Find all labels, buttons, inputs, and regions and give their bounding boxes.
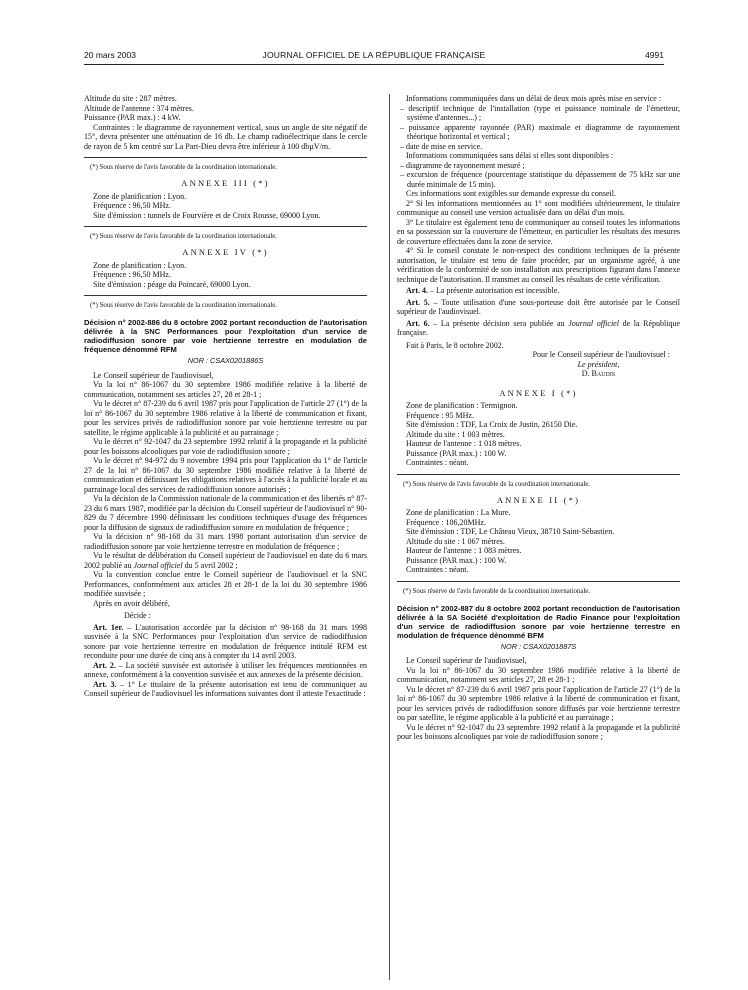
text-line: Puissance (PAR max.) : 100 W. [406,555,507,565]
article-label: Art. 4. [406,286,428,295]
decision-title: Décision n° 2002-886 du 8 octobre 2002 portant reconduction de l'autorisation délivrée à la SNC Performances pour l'exploitation d'un service de radiodiffusion sonore par voie hertzienne terrestre en modulation de fréquence dénommé RFM [84,318,367,354]
paragraph [84,551,367,570]
text-run: – Toute utilisation d'une sous-porteuse doit être autorisée par le Conseil supérieur de l'audiovisuel. [397,297,681,316]
text-line: Zone de planification : Lyon. [93,260,187,270]
decide-heading: Décide : [124,611,151,620]
article-paragraph [84,623,367,661]
footnote: (*) Sous réserve de l'avis favorable de la coordination internationale. [403,480,590,488]
divider [397,474,680,475]
paragraph: 4° Si le conseil constate le non-respect des conditions techniques de la présente autorisation, le titulaire est tenu de faire procéder, par un organisme agréé, à une vérification de la conformité de son installation aux prescriptions figurant dans l'annexe technique de l'autorisation. Il transmet au conseil les résultats de cette vérification. [397,246,680,284]
paragraph: Vu le décret n° 92-1047 du 23 septembre 1992 relatif à la propagande et la publicité pour les boissons alcooliques par voie de radiodiffusion sonore ; [84,437,367,456]
nor-reference: NOR : CSAX0201886S [187,356,264,365]
text-line: Zone de planification : Lyon. [93,191,187,201]
divider [84,226,367,227]
nor-reference: NOR : CSAX0201887S [500,641,577,651]
text-run: – L'autorisation accordée par la décision n° 98-168 du 31 mars 1998 susvisée à la SNC Performances pour l'exploitation d'un service de radiodiffusion sonore par voie hertzienne terrestre en modulation de fréquence intitulé RFM est reconduite pour une durée de cinq ans à compter du 14 avril 2003. [84,622,368,660]
paragraph: Ces informations sont exigibles sur demande expresse du conseil. [406,189,616,198]
signature-title [397,360,680,370]
text-line: Fréquence : 106,20MHz. [406,517,486,527]
right-column [397,94,680,742]
text-line: Site d'émission : TDF, Le Château Vieux, 38710 Saint-Sébastien. [406,527,615,536]
header-page-number: 4991 [645,50,664,60]
paragraph: Vu le décret n° 87-239 du 6 avril 1987 pris pour l'application de l'article 27 (1°) de la loi n° 86-1067 du 30 septembre 1986 relative à la liberté de communication et fixant, pour les services privés de radiodiffusion sonore par voie hertzienne terrestre ou par satellite, le régime applicable à la publicité et au parrainage ; [84,399,367,437]
contraintes-paragraph: Contraintes : le diagramme de rayonnement vertical, sous un angle de site négatif de 15°, devra présenter une atténuation de 16 db. Le champ radioélectrique dans le cercle de rayon de 5 km centré sur La Part-Dieu devra être inférieur à 100 dbµV/m. [84,122,367,151]
paragraph: Vu le décret n° 94-972 du 9 novembre 1994 pris pour l'application du 1° de l'article 27 de la loi n° 86-1067 du 30 septembre 1986 modifiée relative à la liberté de communication et définissant les obligations relatives à l'accès à la publicité locale et au parrainage local des services de radiodiffusion sonore autorisés ; [84,456,367,494]
text-line: Altitude de l'antenne : 374 mètres. [84,103,194,113]
text-run: – La présente décision sera publiée au [429,318,569,328]
dash-item: – puissance apparente rayonnée (PAR) maximale et diagramme de rayonnement théorique horizontal et vertical ; [400,122,680,141]
article-label: Art. 2. [93,660,116,670]
decision-title: Décision n° 2002-887 du 8 octobre 2002 portant reconduction de l'autorisation délivrée à la SA Société d'exploitation de Radio Finance pour l'exploitation d'un service de radiodiffusion sonore par voie hertzienne terrestre en modulation de fréquence dénommé BFM [397,603,680,640]
text-line: Site d'émission : péage du Poincaré, 69000 Lyon. [93,279,251,289]
paragraph: 2° Si les informations mentionnées au 1° sont modifiées ultérieurement, le titulaire communique au conseil une version actualisée dans un délai d'un mois. [397,198,680,217]
text-run: – 1° Le titulaire de la présente autorisation est tenu de communiquer au Conseil supérieur de l'audiovisuel les informations suivantes dont il atteste l'exactitude : [84,679,367,698]
article-paragraph [397,298,680,317]
footnote: (*) Sous réserve de l'avis favorable de la coordination internationale. [90,302,277,309]
text-line: Fréquence : 96,50 MHz. [93,201,171,210]
paragraph: Vu la décision n° 98-168 du 31 mars 1998 portant autorisation d'un service de radiodiffusion sonore par voie hertzienne terrestre en modulation de fréquence ; [84,532,367,551]
page-header [84,50,664,65]
paragraph: Informations communiquées sans délai si elles sont disponibles : [406,151,614,160]
header-journal-title: JOURNAL OFFICIEL DE LA RÉPUBLIQUE FRANÇAISE [262,50,486,60]
text-line: Fréquence : 95 MHz. [406,410,474,420]
text-run: – La présente autorisation est incessible. [428,286,560,295]
text-run: de la République française. [397,318,680,337]
divider [84,295,367,296]
text-line: Altitude du site : 1 067 mètres. [406,536,505,546]
column-divider [389,94,390,980]
text-line: Puissance (PAR max.) : 100 W. [406,448,507,458]
signatory-name: D. Baudis [581,369,616,378]
text-line: Zone de planification : Termignon. [406,401,518,410]
dash-item: – diagramme de rayonnement mesuré ; [400,160,525,170]
paragraph: Après en avoir délibéré, [93,598,170,608]
annexe-heading: ANNEXE III (*) [181,178,270,188]
article-label: Art. 1er. [93,622,124,632]
annexe-heading: ANNEXE I (*) [499,387,578,398]
header-date: 20 mars 2003 [84,50,136,60]
text-line: Altitude du site : 1 003 mètres. [406,429,505,439]
article-label: Art. 5. [406,297,430,307]
text-line: Zone de planification : La Mure. [406,508,511,517]
fait-line: Fait à Paris, le 8 octobre 2002. [406,340,504,350]
text-line: Contraintes : néant. [406,458,469,467]
footnote: (*) Sous réserve de l'avis favorable de la coordination internationale. [90,233,277,240]
signature-pour: Pour le Conseil supérieur de l'audiovisuel : [532,350,670,359]
journal-officiel-italic: Journal officiel [133,560,183,570]
paragraph: Vu la décision de la Commission nationale de la communication et des libertés n° 87-23 du 6 mars 1987, modifiée par la décision du Conseil supérieur de l'audiovisuel n° 90-829 du 7 décembre 1990 définissant les conditions techniques d'usage des fréquences pour la diffusion de signaux de radiodiffusion sonore en modulation de fréquence ; [84,494,367,532]
dash-item: – excursion de fréquence (pourcentage statistique du dépassement de 75 kHz sur une durée minimale de 15 min). [400,170,680,189]
footnote: (*) Sous réserve de l'avis favorable de la coordination internationale. [90,164,277,171]
text-line: Site d'émission : tunnels de Fourvière et de Croix Rousse, 69000 Lyon. [93,210,321,220]
article-paragraph [397,286,680,296]
divider [84,157,367,158]
text-run: Vu le résultat de délibération du Conseil supérieur de l'audiovisuel en date du 6 mars 2002 publié au [84,551,367,570]
president-label: Le président, [577,359,620,369]
text-line: Puissance (PAR max.) : 4 kW. [84,113,181,122]
paragraph: Vu la convention conclue entre le Conseil supérieur de l'audiovisuel et la SNC Performances, conformément aux articles 28 et 28-1 de la loi du 30 septembre 1986 modifiée susvisée ; [84,570,367,598]
article-paragraph [84,680,367,699]
paragraph: 3° Le titulaire est également tenu de communiquer au conseil toutes les informations en sa possession sur la couverture de l'émetteur, en particulier les résultats des mesures de couverture effectuées dans la zone de service. [397,217,680,246]
paragraph: Vu la loi n° 86-1067 du 30 septembre 1986 modifiée relative à la liberté de communication, notamment ses articles 27, 28 et 28-1 ; [84,380,367,399]
text-line: Altitude du site : 287 mètres. [84,94,177,103]
journal-officiel-italic: Journal officiel [568,318,619,328]
dash-item: – date de mise en service. [400,141,483,151]
article-paragraph [84,661,367,680]
text-line: Contraintes : néant. [406,565,469,574]
paragraph: Informations communiquées dans un délai de deux mois après mise en service : [406,94,662,103]
paragraph: Vu le décret n° 92-1047 du 23 septembre 1992 relatif à la propagande et la publicité pour les boissons alcooliques par voie de radiodiffusion sonore ; [397,722,680,741]
paragraph: Le Conseil supérieur de l'audiovisuel, [93,370,214,380]
dash-item: – descriptif technique de l'installation (type et puissance nominale de l'émetteur, système d'antennes...) ; [400,103,680,122]
text-line: Hauteur de l'antenne : 1 083 mètres. [406,546,522,555]
article-label: Art. 3. [93,679,117,689]
paragraph: Vu le décret n° 87-239 du 6 avril 1987 pris pour l'application de l'article 27 (1°) de la loi n° 86-1067 du 30 septembre 1986 relative à la liberté de communication et fixant, pour les services privés de radiodiffusion sonore diffusés par voie hertzienne terrestre ou par satellite, le régime applicable à la publicité et au parrainage ; [397,684,680,722]
divider [397,581,680,582]
text-run: – La société susvisée est autorisée à utiliser les fréquences mentionnées en annexe, conformément à la convention susvisée et aux annexes de la présente décision. [84,660,367,679]
paragraph: Vu la loi n° 86-1067 du 30 septembre 1986 modifiée relative à la liberté de communication, notamment ses articles 27, 28 et 28-1 ; [397,665,680,684]
left-column [84,94,367,699]
footnote: (*) Sous réserve de l'avis favorable de la coordination internationale. [403,587,590,595]
text-line: Site d'émission : TDF, La Croix de Justin, 26150 Die. [406,420,578,429]
article-label: Art. 6. [406,318,430,328]
annexe-heading: ANNEXE II (*) [496,494,581,505]
text-run: du 5 avril 2002 ; [182,560,238,570]
text-line: Hauteur de l'antenne : 1 018 mètres. [406,439,522,448]
text-line: Fréquence : 96,50 MHz. [93,270,171,279]
annexe-heading: ANNEXE IV (*) [182,247,269,257]
article-paragraph [397,319,680,338]
paragraph: Le Conseil supérieur de l'audiovisuel, [406,656,527,665]
